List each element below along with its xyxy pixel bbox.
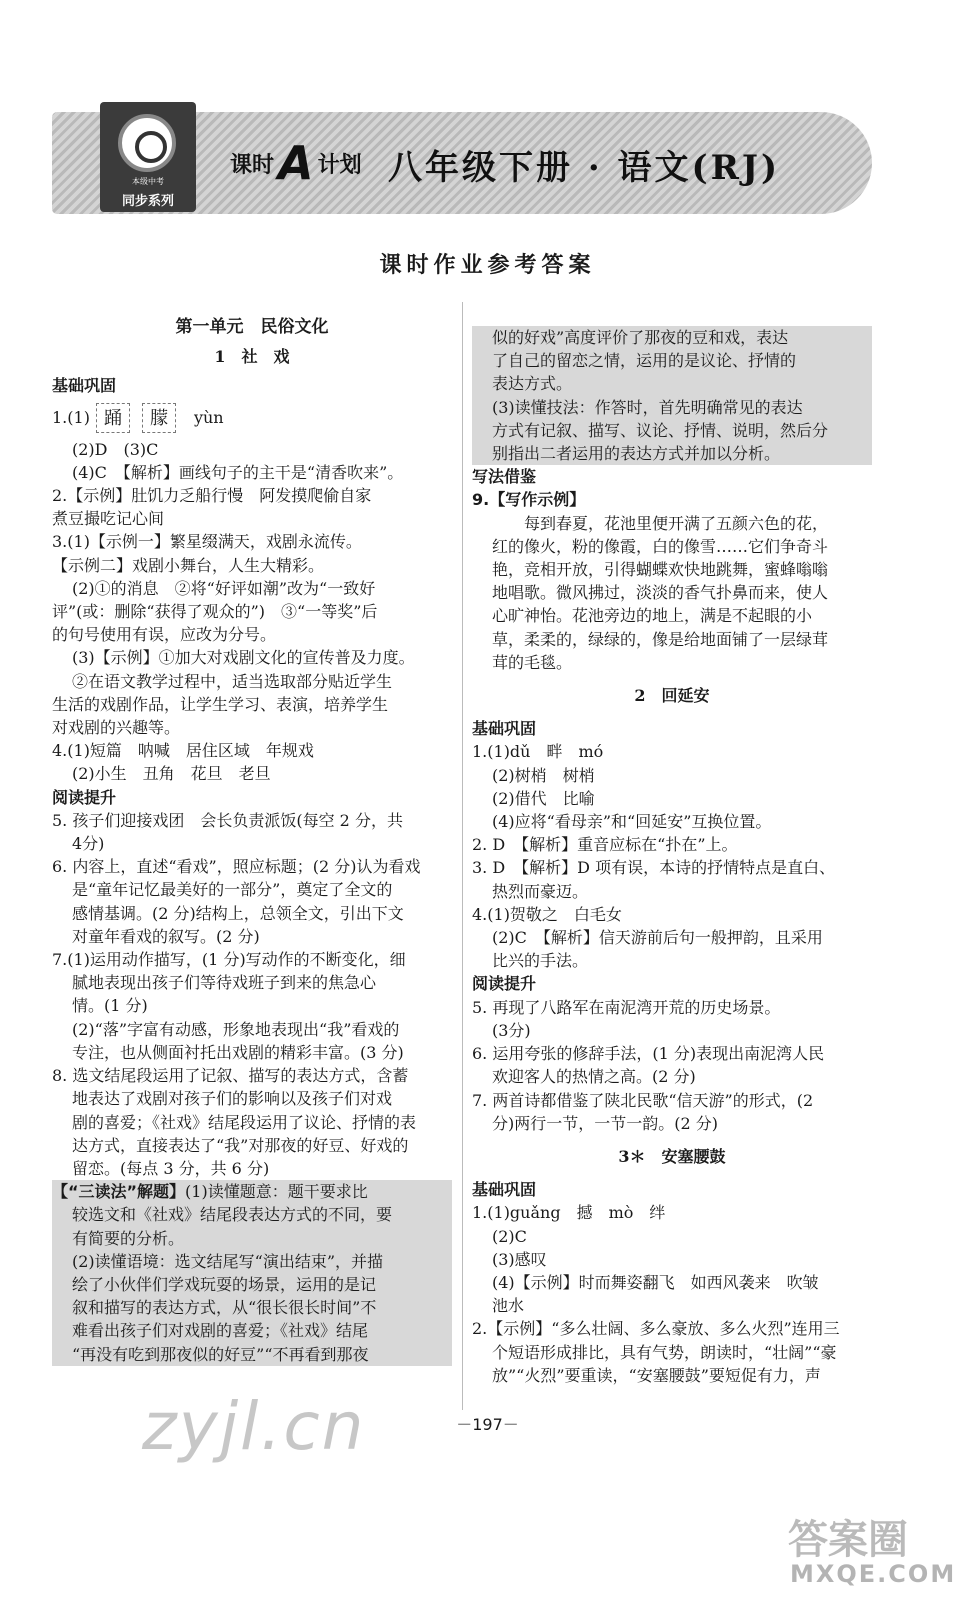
answer-line: 2.【示例】肚饥力乏船行慢 阿发摸爬偷自家 [52, 486, 372, 506]
section-heading: 写法借鉴 [472, 467, 537, 487]
answer-line: 比兴的手法。 [492, 951, 589, 971]
answer-line: 7.(1)运用动作描写，(1 分)写动作的不断变化，细 [52, 950, 406, 970]
answer-line: 腻地表现出孩子们等待戏班子到来的焦急心 [72, 973, 377, 993]
answer-line: 5. 孩子们迎接戏团 会长负责派饭(每空 2 分，共 [52, 810, 403, 830]
answer-line: 叙和描写的表达方式，从“很长很长时间”不 [72, 1298, 377, 1318]
answer-line: 表达方式。 [492, 374, 573, 394]
answer-text: (1) [67, 407, 90, 427]
column-divider [462, 302, 463, 1410]
badge-logo-icon [118, 114, 176, 172]
char-box: 朦 [142, 403, 176, 433]
three-read-method-box-cont [472, 326, 872, 465]
badge-series-text: 同步系列 [121, 194, 174, 209]
answer-line: (2)树梢 树梢 [492, 765, 595, 785]
page-number: －197－ [456, 1415, 519, 1434]
answer-line: 方式有记叙、描写、议论、抒情、说明，然后分 [492, 420, 829, 440]
answer-line: 7. 两首诗都借鉴了陕北民歌“信天游”的形式，(2 [472, 1090, 814, 1110]
answer-line: 5. 再现了八路军在南泥湾开荒的历史场景。 [472, 997, 781, 1017]
watermark: zyjl.cn [142, 1388, 366, 1465]
answer-line: 情。(1 分) [72, 996, 148, 1016]
answer-line: 4.(1)短篇 呐喊 居住区域 年规戏 [52, 741, 314, 761]
answer-line: 放”“火烈”要重读，“安塞腰鼓”要短促有力，声 [492, 1365, 821, 1385]
answer-line: 有简要的分析。 [72, 1228, 185, 1248]
answer-line: 4分) [72, 834, 105, 854]
answer-line: 2.【示例】“多么壮阔、多么豪放、多么火烈”连用三 [472, 1319, 840, 1339]
answer-line: (2)C [492, 1226, 527, 1246]
answer-line: 剧的喜爱；《社戏》结尾段运用了议论、抒情的表 [72, 1112, 417, 1132]
three-read-method-box [52, 1180, 452, 1366]
answer-line: 生活的戏剧作品，让学生学习、表演，培养学生 [52, 694, 389, 714]
answer-line: 9.【写作示例】 [472, 490, 586, 510]
method-text: (1)读懂题意：题干要求比 [185, 1182, 368, 1202]
answer-line [52, 398, 452, 438]
answer-line: “再没有吃到那夜似的好豆”“不再看到那夜 [72, 1344, 369, 1364]
answer-line: 地表达了戏剧对孩子们的影响以及孩子们对戏 [72, 1089, 393, 1109]
series-badge [100, 102, 196, 212]
section-heading: 基础巩固 [472, 719, 537, 739]
answer-line: (4)C 【解析】画线句子的主干是“清香吹来”。 [72, 462, 404, 482]
answer-line: (4)应将“看母亲”和“回延安”互换位置。 [492, 812, 772, 832]
page-title: 课时作业参考答案 [379, 252, 596, 278]
answer-line: (4)【示例】时而舞姿翻飞 如西风袭来 吹皱 [492, 1272, 819, 1292]
char-box: 踊 [96, 403, 130, 433]
answer-line: 对童年看戏的叙写。(2 分) [72, 926, 260, 946]
answer-line: 留恋。(每点 3 分，共 6 分) [72, 1158, 270, 1178]
answer-line: 热烈而豪迈。 [492, 881, 589, 901]
answer-line: 1.(1)guǎng 撼 mò 绊 [472, 1203, 666, 1223]
answer-line: 评”(或：删除“获得了观众的”) ③“一等奖”后 [52, 602, 378, 622]
answer-line: (3)感叹 [492, 1249, 547, 1269]
lesson-title: 3＊ 安塞腰鼓 [618, 1146, 726, 1166]
brand-text-2: 计划 [317, 152, 362, 178]
answer-line: (2)D (3)C [72, 439, 159, 459]
watermark: 答案圈 [788, 1517, 908, 1563]
left-column [52, 314, 452, 1366]
answer-line: 的句号使用有误，应改为分号。 [52, 625, 277, 645]
answer-line: 每到春夏，花池里便开满了五颜六色的花， [492, 513, 829, 533]
answer-line: (3)读懂技法：作答时，首先明确常见的表达 [492, 397, 803, 417]
section-heading: 基础巩固 [52, 376, 117, 396]
answer-line: 别指出二者运用的表达方式并加以分析。 [492, 444, 781, 464]
answer-line: 心旷神怡。花池旁边的地上，满是不起眼的小 [492, 606, 813, 626]
book-title: 八年级下册 · 语文(RJ) [388, 148, 781, 188]
section-heading: 基础巩固 [472, 1180, 537, 1200]
answer-line: (2)小生 丑角 花旦 老旦 [72, 764, 271, 784]
answer-line: (3分) [492, 1020, 531, 1040]
right-column [472, 326, 872, 1387]
answer-line: (2)读懂语境：选文结尾写“演出结束”，并描 [72, 1251, 384, 1271]
answer-line: 茸的毛毯。 [492, 652, 573, 672]
brand-text-1: 课时 [230, 152, 275, 178]
answer-line: 1.(1)dǔ 畔 mó [472, 742, 604, 762]
answer-line: (2)C 【解析】信天游前后句一般押韵，且采用 [492, 928, 823, 948]
answer-line: 个短语形成排比，具有气势，朗读时，“壮阔”“豪 [492, 1342, 837, 1362]
answer-line: 感情基调。(2 分)结构上，总领全文，引出下文 [72, 903, 404, 923]
answer-line: 【示例二】戏剧小舞台，人生大精彩。 [52, 555, 325, 575]
brand-logo [230, 138, 362, 188]
answer-line: 6. 内容上，直述“看戏”，照应标题；(2 分)认为看戏 [52, 857, 421, 877]
answer-line: (3)【示例】①加大对戏剧文化的宣传普及力度。 [72, 648, 415, 668]
answer-line: 难看出孩子们对戏剧的喜爱；《社戏》结尾 [72, 1321, 369, 1341]
answer-line: 煮豆撮吃记心间 [52, 509, 165, 529]
answer-line: 分)两行一节，一节一韵。(2 分) [492, 1113, 718, 1133]
lesson-title: 1 社 戏 [214, 347, 290, 367]
section-heading: 阅读提升 [472, 974, 537, 994]
answer-line: 对戏剧的兴趣等。 [52, 718, 181, 738]
answer-line: 3. D 【解析】D 项有误，本诗的抒情特点是直白、 [472, 858, 836, 878]
unit-title: 第一单元 民俗文化 [175, 317, 329, 337]
answer-line [52, 1180, 452, 1203]
answer-line: 是“童年记忆最美好的一部分”，奠定了全文的 [72, 880, 393, 900]
answer-line: 8. 选文结尾段运用了记叙、描写的表达方式，含蓄 [52, 1066, 409, 1086]
answer-line: (2)借代 比喻 [492, 788, 595, 808]
answer-line: 似的好戏”高度评价了那夜的豆和戏，表达 [492, 328, 789, 347]
answer-line: 6. 运用夸张的修辞手法，(1 分)表现出南泥湾人民 [472, 1044, 825, 1064]
answer-line: ②在语文教学过程中，适当选取部分贴近学生 [72, 671, 393, 691]
answer-line: 专注，也从侧面衬托出戏剧的精彩丰富。(3 分) [72, 1042, 404, 1062]
section-heading: 阅读提升 [52, 787, 117, 807]
answer-line: 了自己的留恋之情，运用的是议论、抒情的 [492, 351, 797, 371]
brand-letter: A [278, 136, 314, 190]
badge-small-text: 本级中考 [132, 177, 164, 186]
answer-line: 达方式，直接表达了“我”对那夜的好豆、好戏的 [72, 1135, 409, 1155]
question-number: 1. [52, 407, 68, 427]
answer-line: 绘了小伙伴们学戏玩耍的场景，运用的是记 [72, 1274, 377, 1294]
answer-line: 2. D 【解析】重音应标在“扑在”上。 [472, 835, 738, 855]
answer-line: 较选文和《社戏》结尾段表达方式的不同，要 [72, 1205, 393, 1225]
answer-line: (2)“落”字富有动感，形象地表现出“我”看戏的 [72, 1019, 400, 1039]
answer-line: 欢迎客人的热情之高。(2 分) [492, 1067, 696, 1087]
answer-line: (2)①的消息 ②将“好评如潮”改为“一致好 [72, 578, 376, 598]
answer-line: 池水 [492, 1296, 525, 1316]
answer-line: 4.(1)贺敬之 白毛女 [472, 904, 622, 924]
watermark: MXQE.COM [790, 1560, 957, 1588]
method-heading: 【“三读法”解题】 [52, 1182, 186, 1202]
pinyin-text: yùn [193, 407, 224, 427]
answer-line: 草，柔柔的，绿绿的，像是给地面铺了一层绿茸 [492, 629, 829, 649]
lesson-title: 2 回延安 [634, 686, 710, 706]
answer-line: 3.(1)【示例一】繁星缀满天，戏剧永流传。 [52, 532, 362, 552]
answer-line: 红的像火，粉的像霞，白的像雪……它们争奇斗 [492, 536, 829, 556]
answer-line: 地唱歌。微风拂过，淡淡的香气扑鼻而来，使人 [492, 583, 829, 603]
answer-line: 艳，竞相开放，引得蝴蝶欢快地跳舞，蜜蜂嗡嗡 [492, 560, 829, 580]
